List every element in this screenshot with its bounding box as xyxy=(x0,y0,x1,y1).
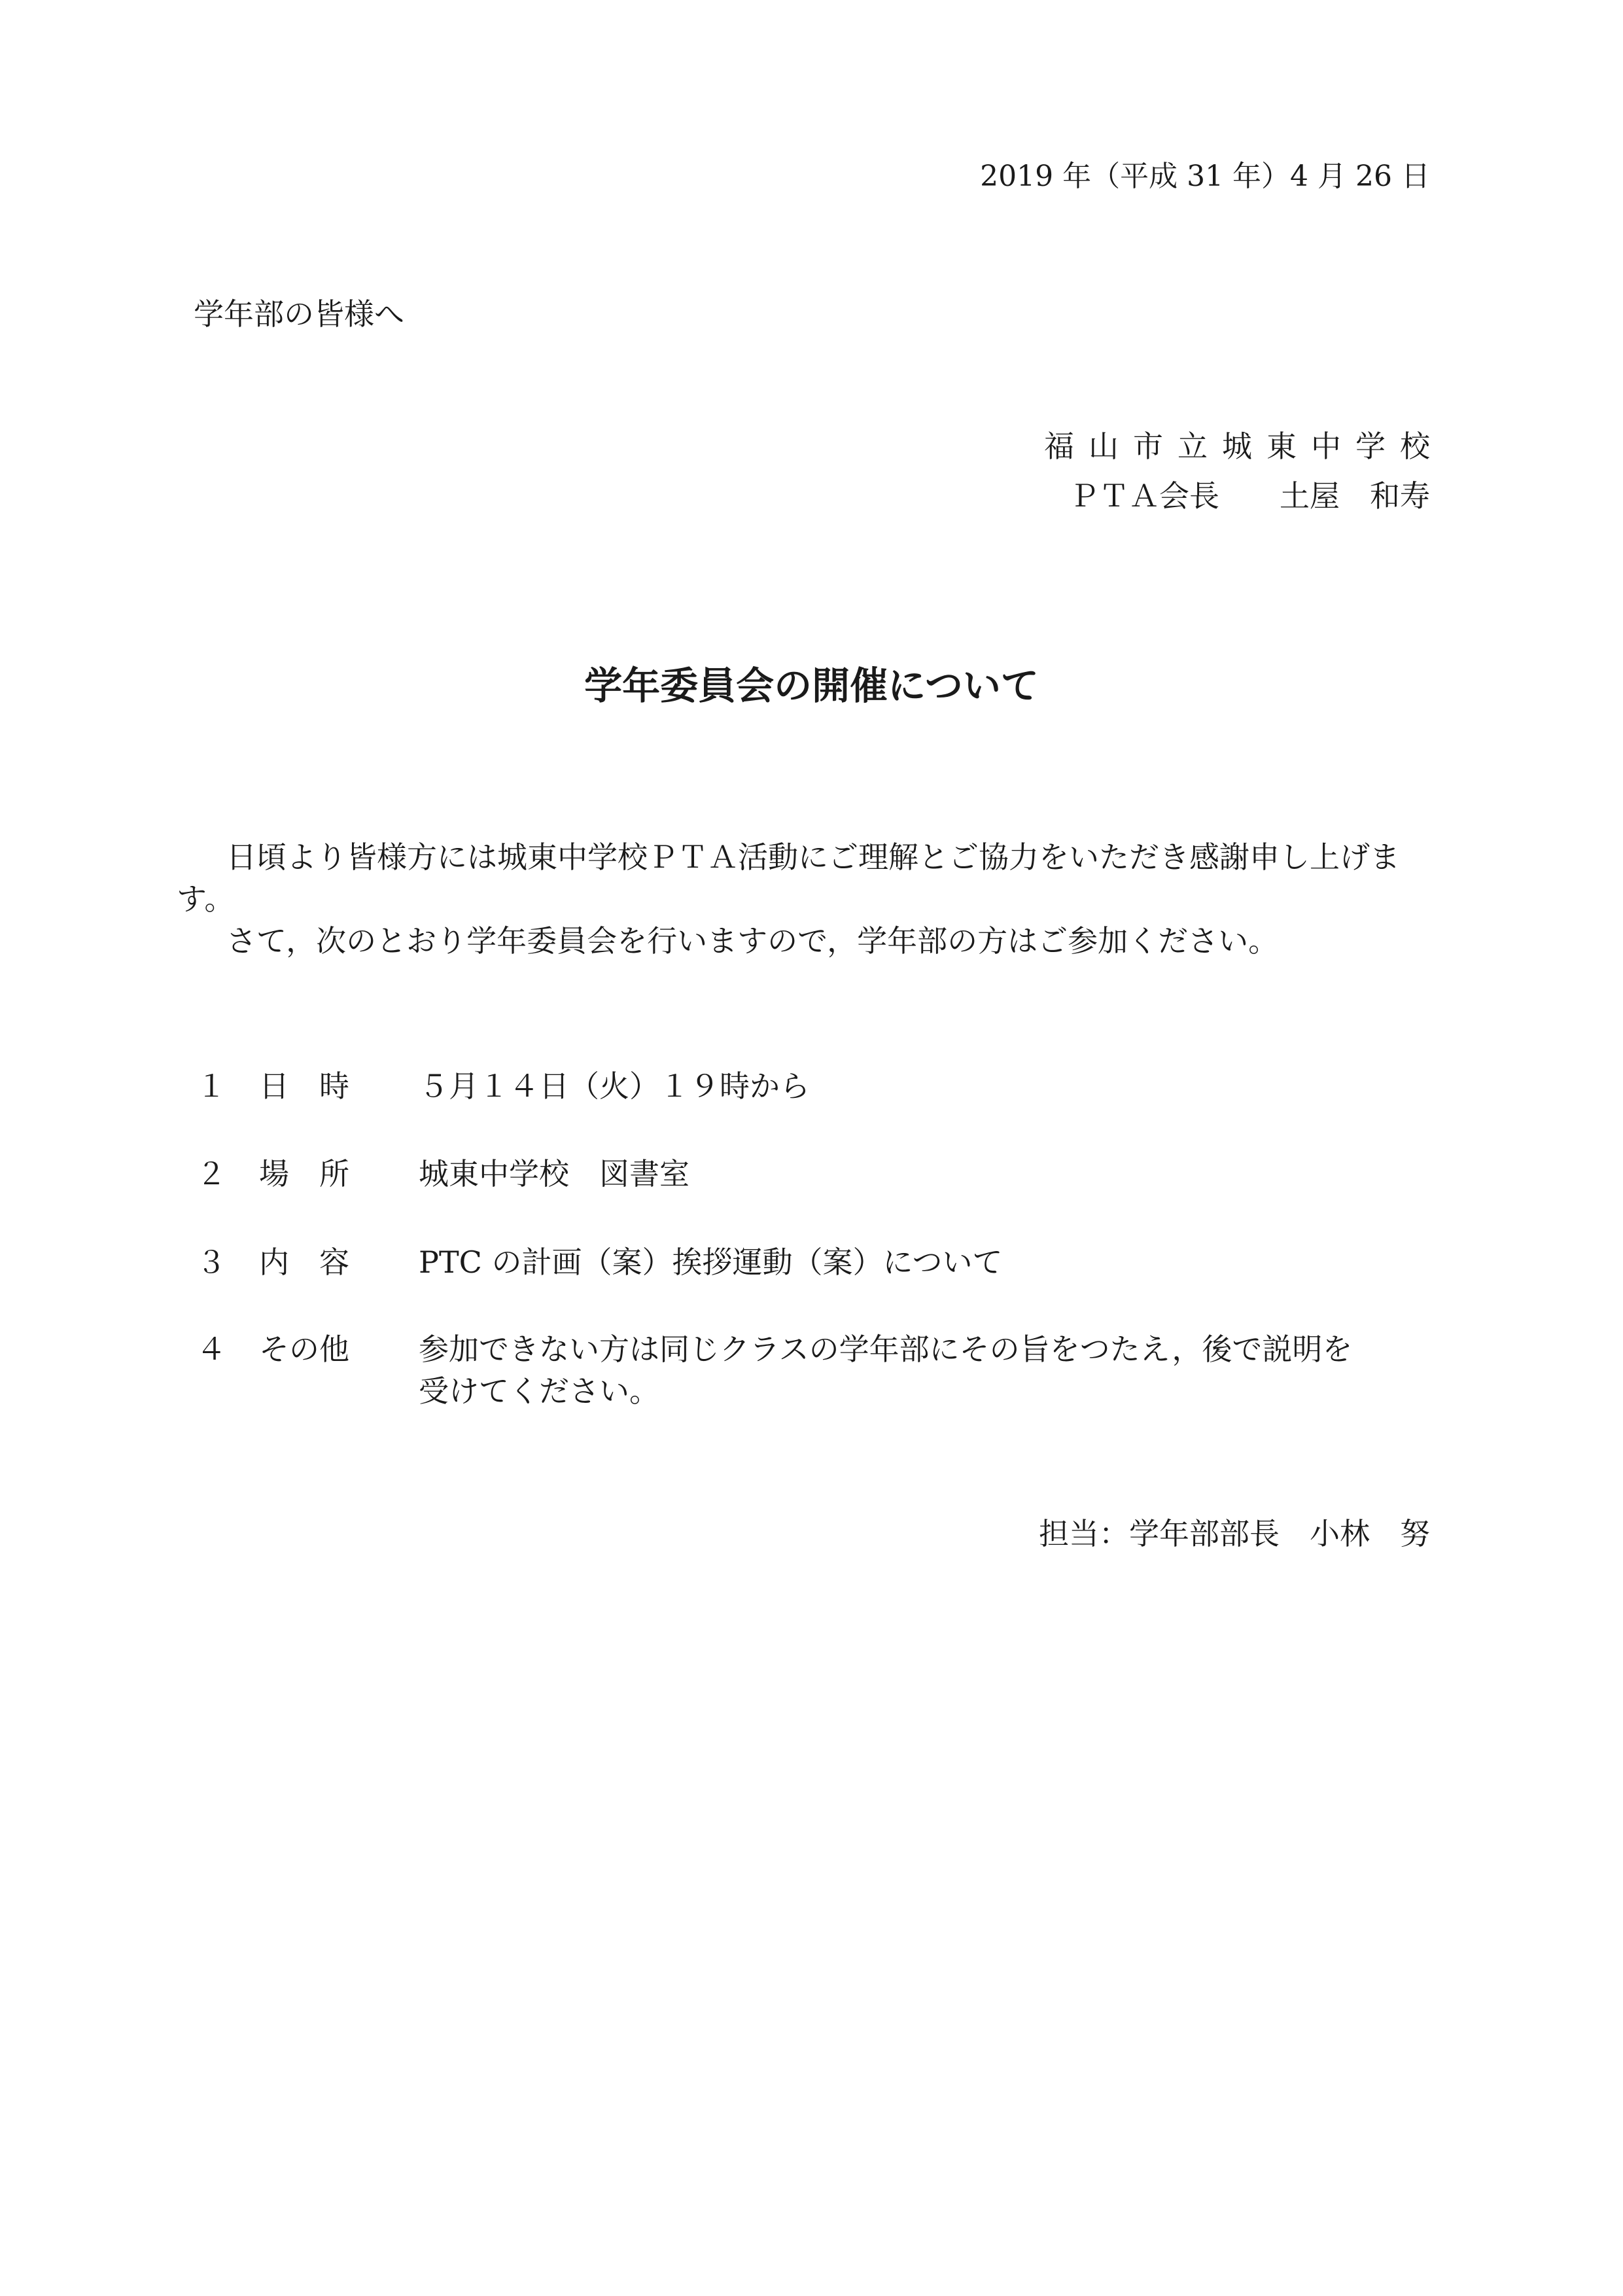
sender-organization: 福山市立城東中学校 xyxy=(1044,429,1444,464)
item-number: ４ xyxy=(196,1332,226,1367)
item-value: ５月１４日（火）１９時から xyxy=(419,1069,810,1104)
addressee: 学年部の皆様へ xyxy=(194,296,404,332)
item-value: 城東中学校 図書室 xyxy=(419,1156,689,1192)
item-label: 内 容 xyxy=(259,1245,349,1280)
item-number: ２ xyxy=(196,1156,226,1192)
document-date: 2019 年（平成 31 年）4 月 26 日 xyxy=(980,160,1430,193)
item-label: 場 所 xyxy=(259,1156,349,1192)
contact-person: 担当：学年部部長 小林 努 xyxy=(1039,1516,1430,1551)
item-label: その他 xyxy=(259,1332,349,1367)
body-paragraph: 日頃より皆様方には城東中学校ＰＴＡ活動にご理解とご協力をいただき感謝申し上げます。 xyxy=(177,839,1400,917)
body-text xyxy=(177,836,1433,962)
body-paragraph: さて，次のとおり学年委員会を行いますので，学年部の方はご参加ください。 xyxy=(226,923,1279,959)
sender-name: ＰＴＡ会長 土屋 和寿 xyxy=(1069,478,1430,514)
item-value: PTC の計画（案）挨拶運動（案）について xyxy=(419,1245,1003,1280)
item-number: １ xyxy=(196,1069,226,1104)
item-label: 日 時 xyxy=(259,1069,349,1104)
item-value: 参加できない方は同じクラスの学年部にその旨をつたえ，後で説明を 受けてください。 xyxy=(419,1332,1353,1409)
document-title: 学年委員会の開催について xyxy=(584,663,1039,708)
item-number: ３ xyxy=(196,1245,226,1280)
